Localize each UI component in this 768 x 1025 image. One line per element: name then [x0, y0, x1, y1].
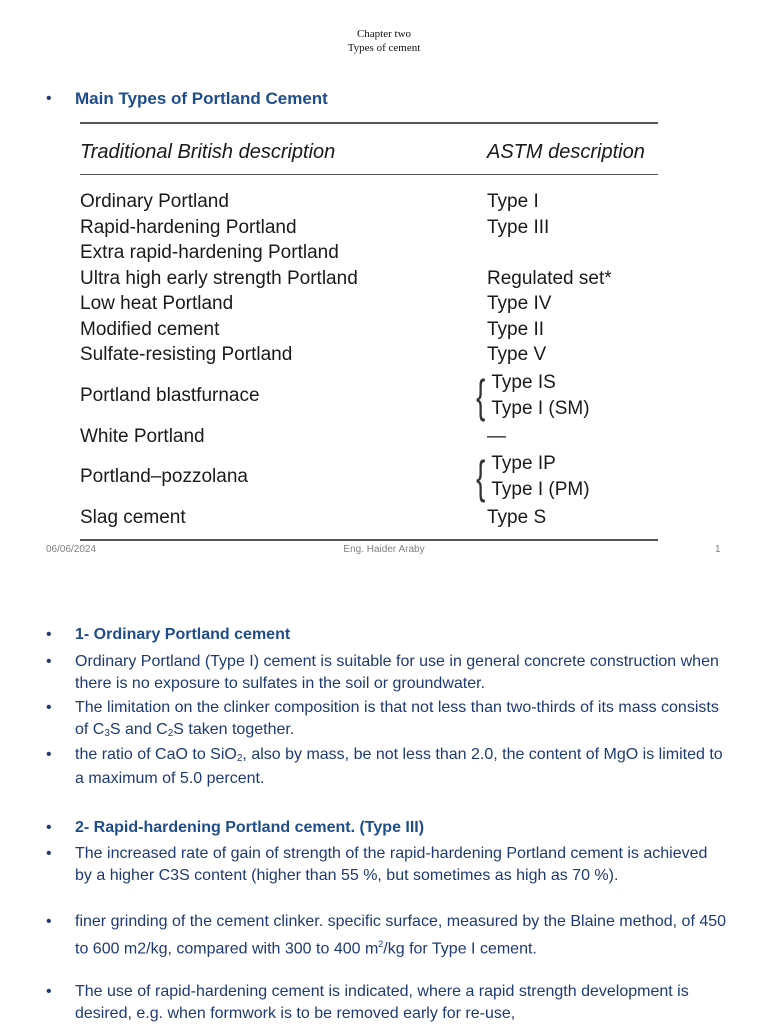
- astm-lines: [491, 451, 589, 503]
- brace-glyph: {: [476, 369, 486, 422]
- s2-bullet-2-text: [75, 911, 728, 960]
- cell-british: Sulfate-resisting Portland: [80, 344, 293, 365]
- cell-british: Portland blastfurnace: [80, 384, 260, 406]
- s2-bullet-2: [46, 911, 728, 960]
- cell-astm: Type II: [487, 318, 545, 340]
- table-body: [80, 175, 658, 531]
- s1-bullet-3-text: [75, 744, 728, 790]
- chapter-subtitle: Types of cement: [347, 42, 421, 54]
- cell-british: Portland–pozzolana: [80, 466, 248, 488]
- cell-astm: —: [487, 425, 506, 447]
- s2-b2-part-b: /kg for Type I cement.: [383, 940, 537, 958]
- bullet: •: [46, 699, 52, 716]
- s1-b3-part-a: the ratio of CaO to SiO: [75, 746, 237, 763]
- table-row: [80, 240, 658, 266]
- table-row: [80, 424, 658, 450]
- footer-author: Eng. Haider Araby: [343, 544, 425, 555]
- main-types-heading-row: [46, 88, 728, 110]
- col-header-astm: ASTM description: [487, 141, 645, 163]
- astm-lines: [491, 370, 589, 422]
- s1-b2-sub-2: 2: [167, 728, 174, 739]
- footer-date: 06/06/2024: [46, 544, 97, 555]
- bullet: •: [46, 746, 52, 763]
- cell-british: Rapid-hardening Portland: [80, 216, 297, 238]
- cell-astm: Type I: [487, 191, 539, 212]
- s1-b2-part-c: S taken together.: [173, 721, 295, 738]
- cell-astm: Regulated set*: [487, 267, 612, 289]
- bullet: •: [46, 983, 52, 1000]
- cell-british: Modified cement: [80, 318, 220, 340]
- table-row: [80, 505, 658, 531]
- bullet: •: [46, 913, 52, 930]
- cell-astm: [487, 240, 658, 266]
- s2-bullet-1-text: The increased rate of gain of strength of the rapid-hardening Portland cement is achieved by a higher C3S content (higher than 55 %, but sometimes as high as 70 %).: [75, 845, 708, 884]
- cell-astm: Type I (PM): [491, 479, 590, 500]
- col-header-british: Traditional British description: [80, 141, 336, 163]
- cell-astm: Type I (SM): [491, 397, 590, 419]
- cell-astm-group: [476, 369, 658, 422]
- bullet: •: [46, 90, 52, 107]
- cell-astm-group: [476, 451, 658, 503]
- bullet: •: [46, 845, 52, 862]
- cell-astm: Type V: [487, 344, 547, 365]
- table-row: [80, 266, 658, 292]
- s1-b2-sub-3: 3: [104, 728, 110, 739]
- s1-bullet-3: [46, 744, 728, 790]
- s1-bullet-2: [46, 697, 728, 743]
- brace-glyph: {: [476, 451, 486, 503]
- footer-page-number: 1: [715, 544, 721, 555]
- s2-bullet-3: [46, 981, 728, 1025]
- table-row: [80, 317, 658, 343]
- s1-b2-part-a: The limitation on the clinker composition is that not less than two-thirds of its mass consists of C: [75, 699, 719, 738]
- s1-b3-part-b: , also by mass, be not less than 2.0, the content of MgO is limited to a maximum of 5.0 percent.: [75, 746, 723, 787]
- cell-astm: Type IS: [491, 371, 556, 393]
- cell-british: Ultra high early strength Portland: [80, 267, 358, 289]
- bullet: •: [46, 626, 52, 643]
- s2-bullet-1: [46, 843, 728, 887]
- main-types-heading: Main Types of Portland Cement: [75, 89, 328, 108]
- s1-bullet-2-text: [75, 697, 728, 743]
- cell-british: White Portland: [80, 425, 205, 447]
- cell-british: Slag cement: [80, 507, 186, 528]
- section2-title: 2- Rapid-hardening Portland cement. (Type III): [75, 819, 425, 836]
- section1-title: 1- Ordinary Portland cement: [75, 626, 291, 643]
- chapter-title: Chapter two: [356, 28, 412, 40]
- chapter-header: [0, 27, 768, 55]
- table-bottom-rule: [80, 539, 658, 541]
- bullet: •: [46, 653, 52, 670]
- s1-bullet-1-text: Ordinary Portland (Type I) cement is suitable for use in general concrete construction when there is no exposure to sulfates in the soil or groundwater.: [75, 653, 719, 692]
- cell-british: Low heat Portland: [80, 293, 234, 314]
- table-row: [80, 291, 658, 317]
- cell-british: Ordinary Portland: [80, 191, 229, 212]
- bullet: •: [46, 819, 52, 836]
- cement-types-table: [80, 122, 658, 541]
- table-row: [80, 342, 658, 368]
- s2-bullet-3-text: The use of rapid-hardening cement is indicated, where a rapid strength development is desired, e.g. when formwork is to be removed early for re-use,: [75, 983, 689, 1022]
- s1-bullet-1: [46, 651, 728, 695]
- table-row: [80, 449, 658, 505]
- table-header: [80, 124, 658, 164]
- section2-title-row: [46, 817, 728, 839]
- section1-title-row: [46, 624, 728, 646]
- table-row: [80, 215, 658, 241]
- cell-astm: Type IV: [487, 293, 552, 314]
- cell-british: Extra rapid-hardening Portland: [80, 242, 339, 263]
- cell-astm: Type IP: [491, 453, 556, 474]
- s1-b3-sub-2: 2: [236, 753, 243, 764]
- s1-b2-part-b: S and C: [109, 721, 168, 738]
- s2-b2-part-a: finer grinding of the cement clinker. specific surface, measured by the Blaine method, of 450 to 600 m2/kg, compared with 300 to 400 m: [75, 913, 727, 958]
- cell-astm: Type III: [487, 216, 550, 238]
- s2-b2-sup-2: 2: [378, 939, 384, 949]
- table-row: [80, 368, 658, 424]
- cell-astm: Type S: [487, 507, 547, 528]
- table-row: [80, 189, 658, 215]
